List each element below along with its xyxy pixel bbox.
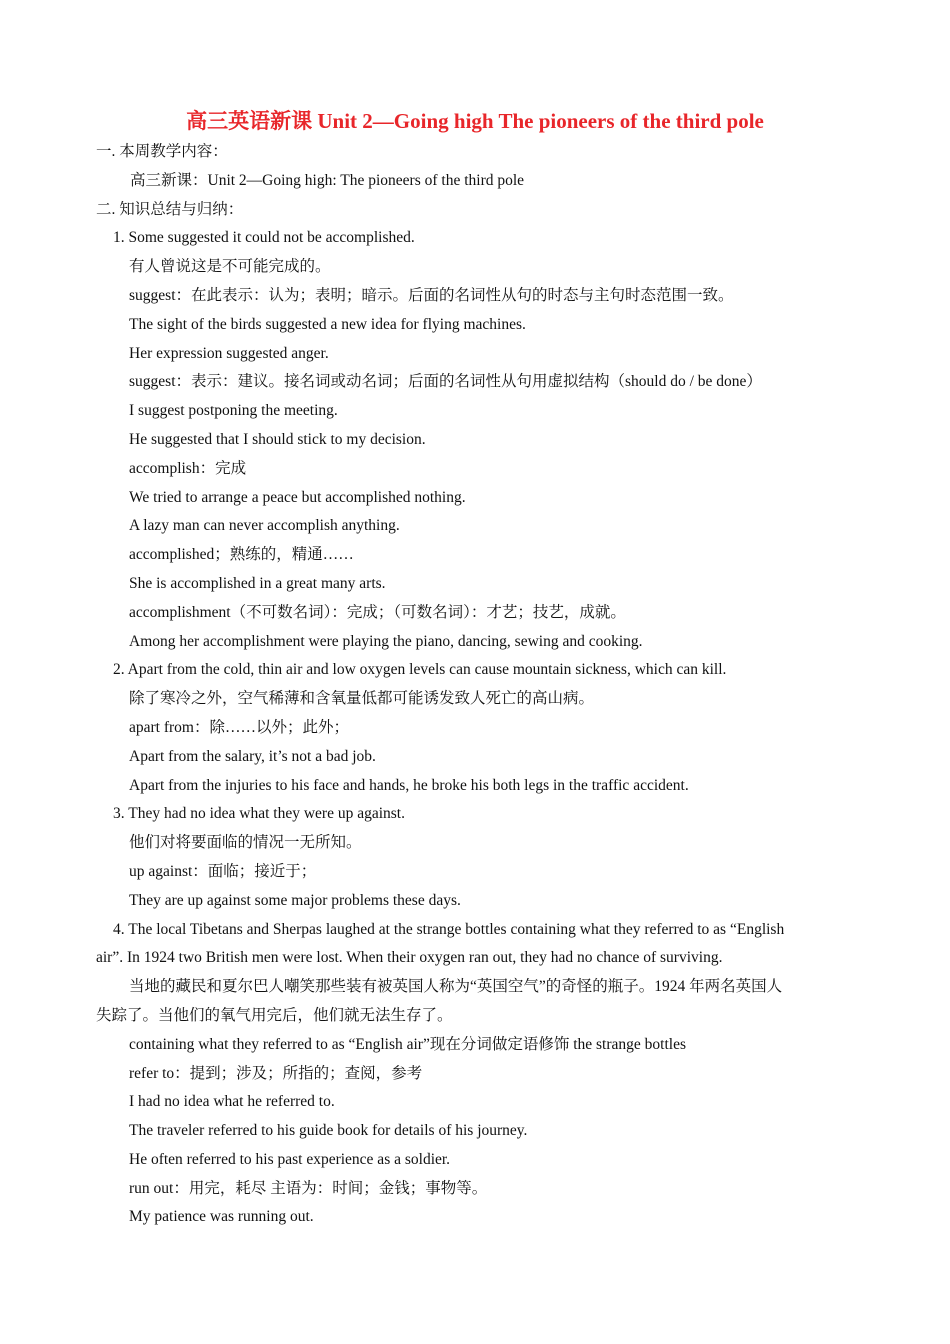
item-1-line: I suggest postponing the meeting. bbox=[129, 402, 338, 420]
item-4-sentence-line-1: 4. The local Tibetans and Sherpas laughed at the strange bottles containing what they referred to as “English bbox=[113, 920, 785, 938]
item-3-line: up against：面临；接近于； bbox=[129, 862, 317, 880]
item-4-line: containing what they referred to as “English air”现在分词做定语修饰 the strange bottles bbox=[129, 1035, 686, 1053]
item-1-line: accomplishment（不可数名词）：完成；（可数名词）：才艺；技艺，成就。 bbox=[129, 603, 626, 621]
item-1-line: Among her accomplishment were playing the piano, dancing, sewing and cooking. bbox=[129, 632, 643, 650]
section-heading-teaching-content: 一. 本周教学内容： bbox=[96, 143, 228, 160]
item-1-line: He suggested that I should stick to my decision. bbox=[129, 430, 426, 448]
item-4-sentence-line-2: air”. In 1924 two British men were lost. When their oxygen ran out, they had no chance of surviving. bbox=[96, 949, 723, 967]
item-1-line: A lazy man can never accomplish anything. bbox=[129, 517, 400, 535]
item-4-translation-line-2: 失踪了。当他们的氧气用完后，他们就无法生存了。 bbox=[96, 1006, 453, 1024]
item-1-line: accomplished；熟练的，精通…… bbox=[129, 546, 354, 564]
document-title: 高三英语新课 Unit 2—Going high The pioneers of the third pole bbox=[186, 109, 764, 133]
item-1-line: Her expression suggested anger. bbox=[129, 344, 329, 362]
document-body bbox=[96, 138, 856, 1232]
item-4-line: refer to：提到；涉及；所指的；查阅，参考 bbox=[129, 1064, 423, 1082]
item-4-line: He often referred to his past experience as a soldier. bbox=[129, 1150, 451, 1168]
item-1-sentence: 1. Some suggested it could not be accomplished. bbox=[113, 229, 415, 247]
item-1-line: The sight of the birds suggested a new idea for flying machines. bbox=[129, 315, 526, 333]
item-1-line: We tried to arrange a peace but accomplished nothing. bbox=[129, 488, 466, 506]
item-1-line: accomplish：完成 bbox=[129, 459, 247, 477]
section-heading-summary: 二. 知识总结与归纳： bbox=[96, 200, 244, 218]
item-2-sentence: 2. Apart from the cold, thin air and low oxygen levels can cause mountain sickness, which can kill. bbox=[113, 661, 727, 679]
item-1-line: 有人曾说这是不可能完成的。 bbox=[129, 258, 331, 276]
item-1-line: suggest：表示：建议。接名词或动名词；后面的名词性从句用虚拟结构（should do / be done） bbox=[129, 373, 762, 391]
item-2-line: Apart from the salary, it’s not a bad job. bbox=[129, 747, 376, 765]
item-1-line: She is accomplished in a great many arts. bbox=[129, 574, 386, 592]
item-3-line: 他们对将要面临的情况一无所知。 bbox=[129, 834, 362, 852]
item-2-line: 除了寒冷之外，空气稀薄和含氧量低都可能诱发致人死亡的高山病。 bbox=[129, 690, 595, 708]
item-2-line: Apart from the injuries to his face and hands, he broke his both legs in the traffic accident. bbox=[129, 776, 689, 794]
section-content-new-lesson: 高三新课：Unit 2—Going high: The pioneers of the third pole bbox=[130, 171, 525, 189]
item-4-line: The traveler referred to his guide book for details of his journey. bbox=[129, 1122, 528, 1140]
item-4-line: My patience was running out. bbox=[129, 1208, 314, 1226]
item-4-line: run out：用完，耗尽 主语为：时间；金钱；事物等。 bbox=[129, 1179, 488, 1197]
item-2-line: apart from：除……以外；此外； bbox=[129, 718, 349, 736]
item-4-line: I had no idea what he referred to. bbox=[129, 1093, 335, 1111]
item-4-translation-line-1: 当地的藏民和夏尔巴人嘲笑那些装有被英国人称为“英国空气”的奇怪的瓶子。1924 年两名英国人 bbox=[129, 978, 783, 996]
item-3-sentence: 3. They had no idea what they were up against. bbox=[113, 805, 405, 823]
item-1-line: suggest：在此表示：认为；表明；暗示。后面的名词性从句的时态与主句时态范围一致。 bbox=[129, 286, 734, 304]
item-3-line: They are up against some major problems these days. bbox=[129, 891, 461, 909]
